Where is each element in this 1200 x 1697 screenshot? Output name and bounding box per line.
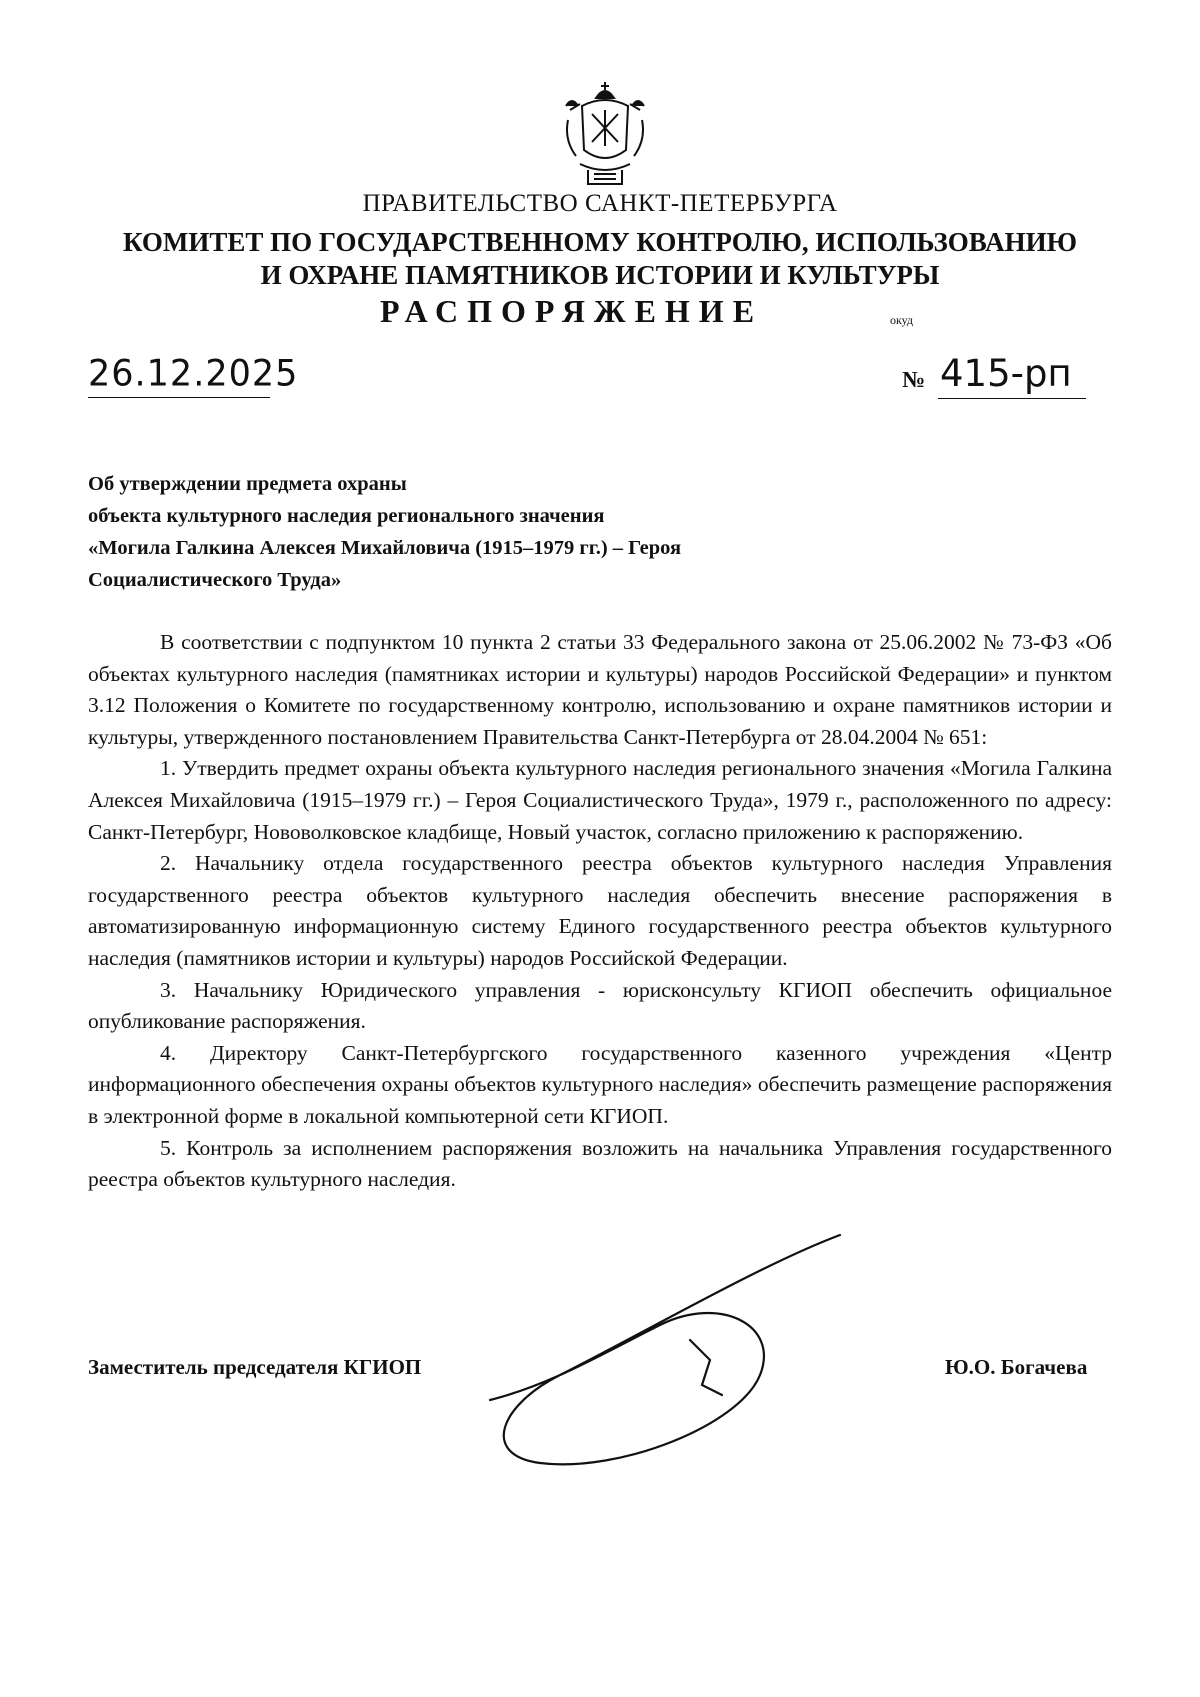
document-date: 26.12.2025 <box>88 353 299 395</box>
document-body <box>88 627 1112 1196</box>
order-item-2: 2. Начальнику отдела государственного реестра объектов культурного наследия Управления государственного реестра объектов культурного наследия обеспечить внесение распоряжения в автоматизированную информационную систему Единого государственного реестра объектов культурного наследия (памятников истории и культуры) народов Российской Федерации. <box>88 851 1112 970</box>
order-item-1: 1. Утвердить предмет охраны объекта культурного наследия регионального значения «Могила Галкина Алексея Михайловича (1915–1979 гг.) – Героя Социалистического Труда», 1979 г., расположенного по адресу: Санкт-Петербург, Нововолковское кладбище, Новый участок, согласно приложению к распоряжению. <box>88 756 1112 844</box>
document-type-title: РАСПОРЯЖЕНИЕ <box>380 293 764 329</box>
okud-label: окуд <box>890 313 914 327</box>
order-item-5: 5. Контроль за исполнением распоряжения возложить на начальника Управления государственного реестра объектов культурного наследия. <box>88 1135 1112 1192</box>
date-underline <box>88 397 270 398</box>
preamble-paragraph: В соответствии с подпунктом 10 пункта 2 статьи 33 Федерального закона от 25.06.2002 № 73-ФЗ «Об объектах культурного наследия (памятниках истории и культуры) народов Российской Федерации» и пунктом 3.12 Положения о Комитете по государственному контролю, использованию и охране памятников истории и культуры, утвержденного постановлением Правительства Санкт-Петербурга от 28.04.2004 № 651: <box>88 630 1112 749</box>
signatory-name: Ю.О. Богачева <box>945 1355 1088 1379</box>
number-underline <box>938 398 1086 399</box>
document-number: 415-рп <box>940 352 1072 395</box>
committee-title-line1: КОМИТЕТ ПО ГОСУДАРСТВЕННОМУ КОНТРОЛЮ, ИСПОЛЬЗОВАНИЮ <box>123 227 1077 257</box>
coat-of-arms-icon <box>560 80 650 188</box>
committee-title-line2: И ОХРАНЕ ПАМЯТНИКОВ ИСТОРИИ И КУЛЬТУРЫ <box>260 260 940 290</box>
subject-line: объекта культурного наследия регионального значения <box>88 505 605 527</box>
subject-line: «Могила Галкина Алексея Михайловича (1915–1979 гг.) – Героя <box>88 537 682 559</box>
number-sign: № <box>902 367 926 392</box>
signatory-position: Заместитель председателя КГИОП <box>88 1355 422 1379</box>
subject-line: Социалистического Труда» <box>88 569 342 591</box>
government-title: ПРАВИТЕЛЬСТВО САНКТ-ПЕТЕРБУРГА <box>362 190 838 217</box>
subject-line: Об утверждении предмета охраны <box>88 473 407 495</box>
committee-title <box>0 226 1200 292</box>
order-item-3: 3. Начальнику Юридического управления - юрисконсульту КГИОП обеспечить официальное опубликование распоряжения. <box>88 977 1112 1034</box>
handwritten-signature <box>460 1225 930 1470</box>
document-subject <box>88 468 968 596</box>
order-item-4: 4. Директору Санкт-Петербургского государственного казенного учреждения «Центр информационного обеспечения охраны объектов культурного наследия» обеспечить размещение распоряжения в электронной форме в локальной компьютерной сети КГИОП. <box>88 1040 1112 1128</box>
